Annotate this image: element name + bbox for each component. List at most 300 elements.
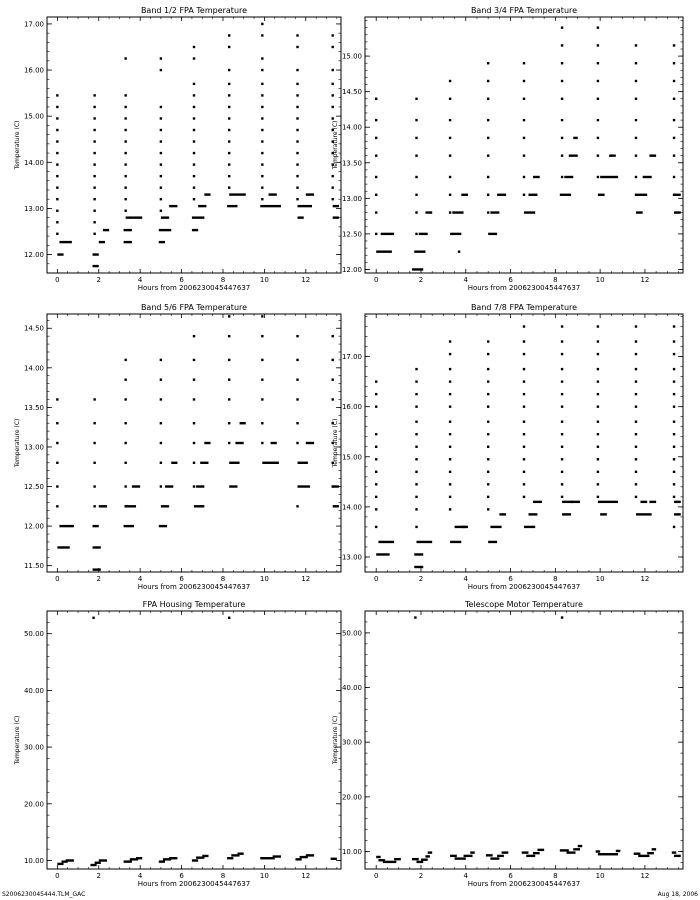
data-point — [523, 194, 525, 196]
data-segment — [90, 864, 96, 866]
plot-frame — [365, 314, 683, 572]
x-axis-label: Hours from 2006230045447637 — [137, 583, 251, 591]
data-point — [56, 462, 58, 464]
data-point — [523, 137, 525, 139]
data-point — [673, 458, 675, 460]
data-point — [673, 446, 675, 448]
data-point — [487, 496, 489, 498]
data-point — [160, 129, 162, 131]
data-point — [561, 98, 563, 100]
data-point — [635, 458, 637, 460]
data-segment — [490, 211, 499, 213]
data-marks — [375, 26, 681, 270]
data-point — [228, 422, 230, 424]
y-tick-label: 13.00 — [23, 443, 44, 452]
x-tick-label: 2 — [96, 276, 101, 284]
data-point — [193, 152, 195, 154]
data-point — [228, 617, 230, 619]
data-segment — [237, 852, 243, 854]
data-segment — [470, 851, 474, 853]
x-tick-label: 2 — [418, 276, 424, 284]
data-segment — [93, 568, 101, 570]
data-marks — [376, 616, 681, 863]
data-point — [415, 421, 417, 423]
data-point — [375, 194, 377, 196]
data-point — [56, 129, 58, 131]
y-tick-label: 11.50 — [23, 562, 44, 571]
data-point — [375, 119, 377, 121]
data-point — [487, 211, 489, 213]
data-segment — [497, 855, 504, 857]
chart-svg — [323, 3, 687, 293]
chart-band-3-4-fpa-temperature — [323, 3, 687, 293]
y-axis-label: Temperature (C) — [332, 715, 339, 765]
data-point — [193, 140, 195, 142]
data-point — [449, 194, 451, 196]
data-point — [261, 117, 263, 119]
data-point — [375, 433, 377, 435]
chart-title: Band 1/2 FPA Temperature — [140, 6, 248, 15]
data-segment — [132, 485, 140, 487]
data-point — [487, 421, 489, 423]
data-point — [228, 315, 230, 317]
data-marks — [57, 617, 337, 867]
data-point — [93, 233, 95, 235]
data-point — [93, 186, 95, 188]
data-point — [193, 46, 195, 48]
y-tick-label: 12.50 — [23, 483, 44, 492]
data-segment — [567, 851, 576, 853]
data-point — [261, 163, 263, 165]
data-point — [93, 129, 95, 131]
data-segment — [126, 216, 134, 218]
data-point — [635, 405, 637, 407]
data-point — [635, 62, 637, 64]
x-tick-label: 6 — [179, 276, 184, 284]
data-segment — [616, 850, 620, 852]
chart-svg — [323, 597, 687, 889]
data-segment — [562, 513, 571, 515]
data-segment — [198, 205, 206, 207]
chart-band-7-8-fpa-temperature — [323, 300, 687, 592]
data-point — [523, 471, 525, 473]
x-tick-label: 4 — [137, 276, 143, 284]
y-tick-label: 20.00 — [23, 800, 44, 809]
data-point — [635, 380, 637, 382]
data-point — [261, 57, 263, 59]
data-point — [561, 380, 563, 382]
data-point — [296, 378, 298, 380]
data-point — [561, 340, 563, 342]
y-tick-label: 14.00 — [23, 158, 44, 167]
chart-title: Band 3/4 FPA Temperature — [470, 6, 578, 15]
data-point — [375, 458, 377, 460]
data-point — [449, 137, 451, 139]
data-segment — [271, 442, 277, 444]
data-point — [449, 421, 451, 423]
data-point — [487, 471, 489, 473]
data-point — [193, 378, 195, 380]
data-point — [193, 94, 195, 96]
data-point — [124, 398, 126, 400]
y-tick-label: 12.00 — [341, 265, 362, 274]
x-tick-label: 8 — [553, 276, 558, 284]
data-point — [296, 398, 298, 400]
data-point — [523, 340, 525, 342]
data-point — [124, 359, 126, 361]
data-segment — [298, 205, 312, 207]
data-point — [193, 422, 195, 424]
data-point — [487, 458, 489, 460]
data-point — [261, 186, 263, 188]
data-point — [673, 526, 675, 528]
data-point — [56, 186, 58, 188]
data-segment — [488, 233, 497, 235]
data-segment — [204, 193, 210, 195]
data-point — [597, 176, 599, 178]
data-segment — [383, 861, 396, 863]
data-point — [124, 422, 126, 424]
data-point — [228, 378, 230, 380]
data-point — [296, 186, 298, 188]
data-segment — [609, 154, 616, 156]
data-segment — [200, 462, 208, 464]
x-tick-label: 12 — [301, 575, 311, 583]
data-point — [597, 62, 599, 64]
data-point — [673, 433, 675, 435]
data-point — [160, 152, 162, 154]
data-point — [561, 433, 563, 435]
x-tick-label: 0 — [55, 575, 60, 583]
y-tick-label: 10.00 — [341, 848, 362, 857]
data-point — [193, 335, 195, 337]
data-segment — [414, 553, 423, 555]
data-point — [228, 442, 230, 444]
data-point — [296, 505, 298, 507]
data-point — [228, 129, 230, 131]
y-tick-label: 20.00 — [341, 793, 362, 802]
data-point — [673, 483, 675, 485]
y-tick-label: 50.00 — [23, 630, 44, 639]
chart-title: Band 5/6 FPA Temperature — [140, 303, 248, 312]
data-point — [415, 471, 417, 473]
data-point — [597, 80, 599, 82]
data-point — [375, 154, 377, 156]
data-segment — [381, 233, 394, 235]
data-segment — [229, 485, 237, 487]
data-point — [523, 80, 525, 82]
data-point — [523, 483, 525, 485]
data-point — [673, 176, 675, 178]
data-point — [93, 221, 95, 223]
data-point — [673, 340, 675, 342]
data-point — [160, 175, 162, 177]
data-point — [296, 34, 298, 36]
data-point — [124, 152, 126, 154]
data-segment — [169, 857, 177, 859]
data-point — [635, 98, 637, 100]
data-point — [523, 446, 525, 448]
data-point — [415, 526, 417, 528]
data-point — [124, 210, 126, 212]
chart-title: Telescope Motor Temperature — [465, 600, 583, 609]
data-point — [415, 446, 417, 448]
data-point — [487, 380, 489, 382]
data-point — [296, 163, 298, 165]
data-point — [93, 117, 95, 119]
data-segment — [260, 857, 274, 859]
data-segment — [537, 849, 544, 851]
data-point — [449, 176, 451, 178]
data-segment — [490, 526, 501, 528]
data-segment — [569, 154, 578, 156]
data-point — [673, 137, 675, 139]
data-point — [124, 462, 126, 464]
data-point — [375, 446, 377, 448]
data-point — [561, 458, 563, 460]
data-point — [124, 94, 126, 96]
data-point — [597, 483, 599, 485]
data-point — [415, 233, 417, 235]
data-point — [228, 94, 230, 96]
data-segment — [649, 501, 656, 503]
data-point — [673, 44, 675, 46]
x-tick-label: 10 — [259, 872, 269, 880]
data-point — [296, 175, 298, 177]
data-segment — [171, 462, 177, 464]
data-point — [561, 176, 563, 178]
data-point — [124, 57, 126, 59]
data-point — [296, 140, 298, 142]
y-tick-label: 15.00 — [341, 52, 362, 61]
data-segment — [204, 442, 210, 444]
data-segment — [235, 442, 243, 444]
data-point — [561, 393, 563, 395]
data-point — [449, 496, 451, 498]
data-segment — [412, 858, 419, 860]
y-tick-label: 30.00 — [341, 738, 362, 747]
data-point — [523, 405, 525, 407]
chart-svg — [323, 300, 687, 592]
chart-fpa-housing-temperature — [5, 597, 345, 889]
data-segment — [192, 229, 198, 231]
data-point — [523, 433, 525, 435]
y-tick-label: 13.00 — [341, 194, 362, 203]
data-point — [160, 163, 162, 165]
data-point — [56, 117, 58, 119]
data-point — [56, 398, 58, 400]
y-tick-label: 13.50 — [341, 159, 362, 168]
data-segment — [269, 193, 277, 195]
data-point — [597, 340, 599, 342]
data-point — [597, 471, 599, 473]
data-segment — [638, 855, 649, 857]
data-point — [193, 175, 195, 177]
data-segment — [159, 229, 171, 231]
data-point — [228, 106, 230, 108]
data-point — [160, 186, 162, 188]
data-segment — [99, 859, 107, 861]
y-tick-label: 17.00 — [23, 20, 44, 29]
data-segment — [522, 851, 529, 853]
data-point — [193, 198, 195, 200]
y-tick-label: 14.00 — [341, 123, 362, 132]
data-point — [296, 83, 298, 85]
data-point — [160, 378, 162, 380]
data-point — [124, 163, 126, 165]
data-point — [228, 186, 230, 188]
x-tick-label: 10 — [259, 575, 269, 583]
data-point — [193, 83, 195, 85]
data-segment — [136, 857, 142, 859]
data-segment — [237, 193, 245, 195]
data-segment — [490, 857, 499, 859]
data-point — [296, 129, 298, 131]
data-point — [561, 405, 563, 407]
data-point — [228, 175, 230, 177]
data-point — [487, 137, 489, 139]
data-point — [673, 405, 675, 407]
data-point — [673, 471, 675, 473]
data-point — [449, 446, 451, 448]
data-segment — [192, 216, 204, 218]
data-point — [375, 496, 377, 498]
data-segment — [497, 194, 506, 196]
data-segment — [376, 553, 389, 555]
data-segment — [229, 462, 239, 464]
y-tick-label: 14.50 — [23, 324, 44, 333]
data-point — [635, 496, 637, 498]
data-segment — [464, 855, 473, 857]
data-segment — [672, 851, 676, 853]
data-point — [56, 198, 58, 200]
data-segment — [425, 855, 429, 857]
data-segment — [159, 525, 167, 527]
data-segment — [600, 513, 607, 515]
x-tick-label: 12 — [640, 872, 650, 880]
data-segment — [124, 525, 134, 527]
data-point — [56, 106, 58, 108]
data-segment — [227, 857, 233, 859]
data-point — [523, 353, 525, 355]
data-segment — [652, 848, 656, 850]
y-tick-label: 30.00 — [23, 743, 44, 752]
data-point — [487, 98, 489, 100]
y-tick-label: 13.00 — [341, 553, 362, 562]
data-point — [261, 69, 263, 71]
data-point — [193, 398, 195, 400]
data-segment — [649, 154, 656, 156]
x-tick-label: 10 — [259, 276, 269, 284]
data-point — [487, 62, 489, 64]
data-segment — [598, 501, 618, 503]
y-tick-label: 14.00 — [341, 503, 362, 512]
plot-frame — [365, 611, 683, 869]
x-tick-label: 2 — [96, 872, 101, 880]
data-point — [93, 198, 95, 200]
data-point — [261, 315, 263, 317]
x-tick-label: 6 — [508, 276, 513, 284]
data-point — [296, 46, 298, 48]
data-segment — [461, 194, 468, 196]
data-point — [635, 44, 637, 46]
data-point — [415, 211, 417, 213]
data-point — [160, 106, 162, 108]
data-point — [673, 154, 675, 156]
y-tick-label: 12.50 — [341, 230, 362, 239]
data-segment — [414, 250, 425, 252]
y-tick-label: 40.00 — [23, 686, 44, 695]
data-segment — [169, 205, 177, 207]
data-point — [93, 140, 95, 142]
x-tick-label: 8 — [220, 276, 226, 284]
data-point — [296, 117, 298, 119]
data-segment — [643, 176, 652, 178]
y-tick-label: 16.00 — [341, 403, 362, 412]
data-point — [124, 378, 126, 380]
data-segment — [295, 858, 301, 860]
data-point — [561, 154, 563, 156]
chart-band-1-2-fpa-temperature — [5, 3, 345, 293]
data-point — [561, 496, 563, 498]
data-segment — [573, 848, 580, 850]
data-point — [375, 211, 377, 213]
data-point — [261, 129, 263, 131]
data-segment — [450, 233, 461, 235]
data-segment — [306, 193, 314, 195]
chart-svg — [5, 3, 345, 293]
data-segment — [66, 859, 74, 861]
y-axis-label: Temperature (C) — [14, 715, 21, 765]
data-point — [193, 57, 195, 59]
data-segment — [428, 851, 432, 853]
y-tick-label: 50.00 — [341, 629, 362, 638]
chart-svg — [5, 597, 345, 889]
data-point — [261, 198, 263, 200]
data-point — [561, 80, 563, 82]
data-point — [160, 210, 162, 212]
data-point — [597, 458, 599, 460]
data-point — [228, 46, 230, 48]
data-segment — [598, 194, 605, 196]
data-segment — [417, 861, 424, 863]
data-segment — [414, 566, 423, 568]
x-tick-label: 12 — [301, 872, 311, 880]
data-point — [673, 62, 675, 64]
data-point — [93, 152, 95, 154]
data-point — [228, 398, 230, 400]
data-segment — [202, 855, 208, 857]
data-point — [673, 380, 675, 382]
data-segment — [600, 176, 618, 178]
data-segment — [578, 845, 582, 847]
data-point — [261, 23, 263, 25]
data-point — [415, 405, 417, 407]
data-point — [261, 83, 263, 85]
x-tick-label: 0 — [55, 276, 60, 284]
data-point — [487, 154, 489, 156]
data-point — [261, 398, 263, 400]
data-point — [561, 325, 563, 327]
data-point — [635, 176, 637, 178]
data-segment — [636, 194, 647, 196]
x-tick-label: 10 — [595, 276, 605, 284]
data-point — [124, 129, 126, 131]
data-point — [415, 496, 417, 498]
data-point — [449, 508, 451, 510]
data-point — [523, 380, 525, 382]
data-point — [523, 325, 525, 327]
